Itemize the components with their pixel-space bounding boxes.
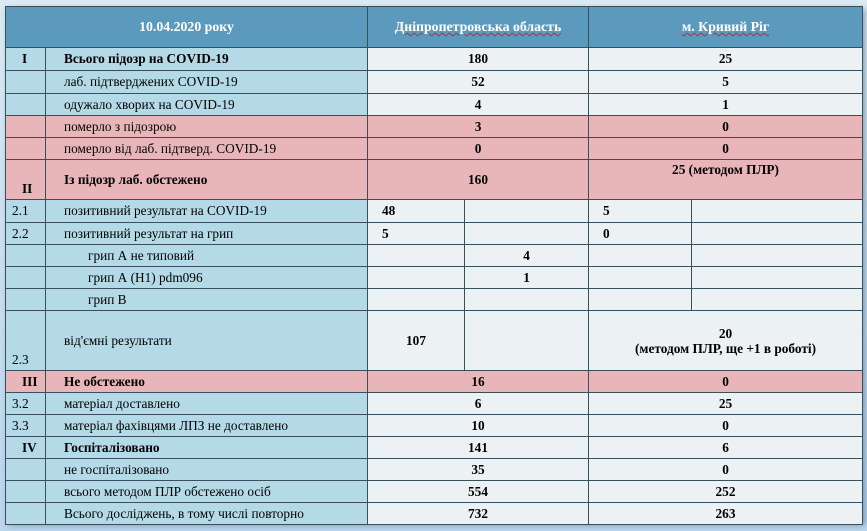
city-value: 25 (методом ПЛР) [589, 160, 863, 200]
region-value: 160 [368, 160, 589, 200]
row-number: 3.3 [6, 415, 46, 437]
city-value-line1: 20 [718, 325, 733, 341]
city-value: 25 [589, 48, 863, 71]
city-value: 0 [589, 116, 863, 138]
row-number: IV [6, 437, 46, 459]
row-label: Госпіталізовано [46, 437, 368, 459]
region-value: 3 [368, 116, 589, 138]
statistics-table-container [5, 6, 862, 522]
row-label: померло з підозрою [46, 116, 368, 138]
header-row [6, 7, 863, 48]
region-value: 52 [368, 71, 589, 94]
table-row [6, 311, 863, 371]
city-value: 5 [589, 71, 863, 94]
row-number: III [6, 371, 46, 393]
table-row [6, 200, 863, 223]
row-label: грип В [46, 289, 368, 311]
row-number: 2.3 [6, 311, 46, 371]
region-value: 180 [368, 48, 589, 71]
region-value: 16 [368, 371, 589, 393]
table-row [6, 371, 863, 393]
region-value: 5 [368, 223, 465, 245]
row-label: не госпіталізовано [46, 459, 368, 481]
table-row [6, 223, 863, 245]
city-value: 252 [589, 481, 863, 503]
table-row [6, 459, 863, 481]
city-value-line2: (методом ПЛР, ще +1 в роботі) [635, 340, 817, 356]
row-number: II [6, 160, 46, 200]
region-value: 107 [368, 311, 465, 371]
region-sub-value: 1 [465, 267, 589, 289]
table-row [6, 71, 863, 94]
region-value: 35 [368, 459, 589, 481]
city-value: 5 [589, 200, 692, 223]
row-number: I [6, 48, 46, 71]
header-region: Дніпропетровська область [368, 7, 589, 48]
city-value: 6 [589, 437, 863, 459]
region-value: 4 [368, 94, 589, 116]
row-label: матеріал доставлено [46, 393, 368, 415]
table-row [6, 160, 863, 200]
city-value: 0 [589, 415, 863, 437]
row-number: 2.2 [6, 223, 46, 245]
table-row [6, 481, 863, 503]
city-value: 1 [589, 94, 863, 116]
city-value: 0 [589, 459, 863, 481]
table-row [6, 94, 863, 116]
row-label: матеріал фахівцями ЛПЗ не доставлено [46, 415, 368, 437]
region-value: 0 [368, 138, 589, 160]
row-label: Із підозр лаб. обстежено [46, 160, 368, 200]
city-value [589, 311, 863, 371]
header-city: м. Кривий Ріг [589, 7, 863, 48]
row-label: лаб. підтверджених COVID-19 [46, 71, 368, 94]
row-label: Всього досліджень, в тому числі повторно [46, 503, 368, 525]
region-value: 10 [368, 415, 589, 437]
city-value: 0 [589, 223, 692, 245]
row-label: позитивний результат на COVID-19 [46, 200, 368, 223]
row-label: Не обстежено [46, 371, 368, 393]
row-number: 3.2 [6, 393, 46, 415]
row-label: грип А (H1) pdm096 [46, 267, 368, 289]
row-label: грип А не типовий [46, 245, 368, 267]
row-label: Всього підозр на COVID-19 [46, 48, 368, 71]
table-row [6, 503, 863, 525]
header-date: 10.04.2020 року [6, 7, 368, 48]
table-row [6, 393, 863, 415]
row-label: всього методом ПЛР обстежено осіб [46, 481, 368, 503]
city-value: 263 [589, 503, 863, 525]
row-label: позитивний результат на грип [46, 223, 368, 245]
region-value: 732 [368, 503, 589, 525]
row-label: одужало хворих на COVID-19 [46, 94, 368, 116]
covid-statistics-table [5, 6, 863, 525]
city-value: 0 [589, 138, 863, 160]
region-value: 554 [368, 481, 589, 503]
table-row [6, 267, 863, 289]
table-row [6, 415, 863, 437]
region-value: 48 [368, 200, 465, 223]
table-row [6, 245, 863, 267]
region-value: 6 [368, 393, 589, 415]
region-sub-value: 4 [465, 245, 589, 267]
row-number: 2.1 [6, 200, 46, 223]
table-row [6, 138, 863, 160]
table-row [6, 48, 863, 71]
city-value: 0 [589, 371, 863, 393]
table-row [6, 289, 863, 311]
table-row [6, 437, 863, 459]
table-row [6, 116, 863, 138]
region-value: 141 [368, 437, 589, 459]
row-label: від'ємні результати [46, 311, 368, 371]
row-label: померло від лаб. підтверд. COVID-19 [46, 138, 368, 160]
city-value: 25 [589, 393, 863, 415]
